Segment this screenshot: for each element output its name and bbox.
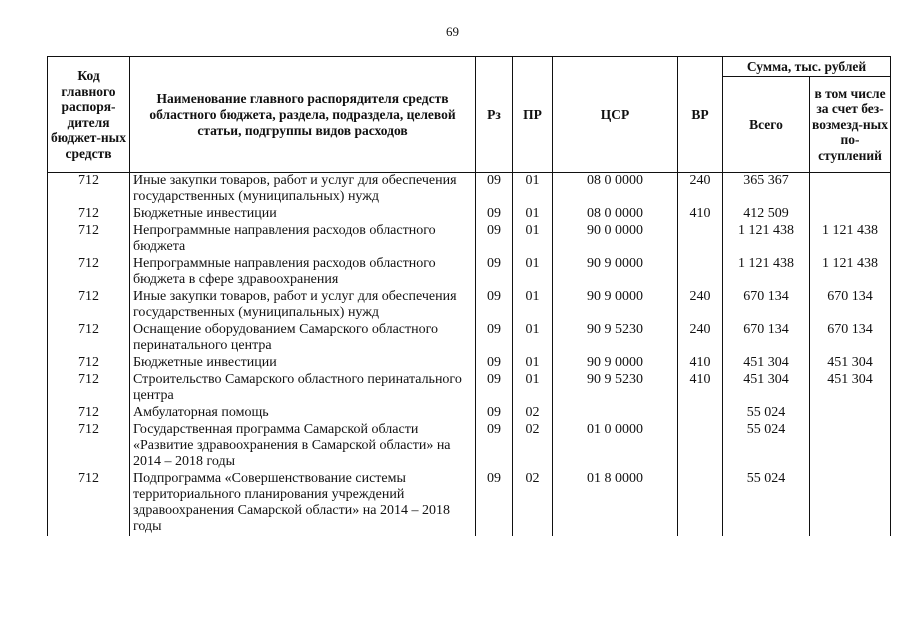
- cell-csr: [553, 405, 678, 422]
- table-row: [48, 322, 891, 355]
- table-row: [48, 173, 891, 207]
- cell-csr: 90 0 0000: [553, 223, 678, 256]
- cell-vsego: 55 024: [723, 471, 810, 536]
- cell-vsego: 412 509: [723, 206, 810, 223]
- cell-kod: 712: [48, 422, 130, 471]
- cell-csr: 90 9 0000: [553, 289, 678, 322]
- table-row: [48, 355, 891, 372]
- cell-vr: 410: [678, 355, 723, 372]
- cell-rz: 09: [476, 322, 513, 355]
- table-row: [48, 405, 891, 422]
- cell-rz: 09: [476, 355, 513, 372]
- cell-vsego: 1 121 438: [723, 223, 810, 256]
- cell-name: Подпрограмма «Совершенствование системы территориального планирования учреждений здравоохранения Самарской области» на 2014 – 2018 годы: [130, 471, 476, 536]
- cell-kod: 712: [48, 405, 130, 422]
- cell-vsego: 55 024: [723, 405, 810, 422]
- cell-kod: 712: [48, 256, 130, 289]
- table-row: [48, 372, 891, 405]
- cell-vsego: 670 134: [723, 322, 810, 355]
- cell-name: Оснащение оборудованием Самарского областного перинатального центра: [130, 322, 476, 355]
- cell-csr: 90 9 0000: [553, 256, 678, 289]
- cell-vsego: 451 304: [723, 355, 810, 372]
- cell-csr: 90 9 5230: [553, 372, 678, 405]
- table-row: [48, 289, 891, 322]
- cell-kod: 712: [48, 206, 130, 223]
- cell-vsego: 365 367: [723, 173, 810, 207]
- cell-pr: 01: [513, 173, 553, 207]
- cell-v-tom-chisle: 670 134: [810, 322, 891, 355]
- cell-pr: 01: [513, 289, 553, 322]
- cell-vsego: 55 024: [723, 422, 810, 471]
- cell-pr: 01: [513, 322, 553, 355]
- cell-vsego: 670 134: [723, 289, 810, 322]
- cell-name: Бюджетные инвестиции: [130, 355, 476, 372]
- cell-pr: 01: [513, 223, 553, 256]
- table-row: [48, 422, 891, 471]
- cell-name: Амбулаторная помощь: [130, 405, 476, 422]
- cell-name: Бюджетные инвестиции: [130, 206, 476, 223]
- cell-v-tom-chisle: 1 121 438: [810, 256, 891, 289]
- cell-kod: 712: [48, 355, 130, 372]
- cell-v-tom-chisle: [810, 422, 891, 471]
- header-vr: ВР: [678, 57, 723, 173]
- cell-pr: 01: [513, 355, 553, 372]
- cell-kod: 712: [48, 289, 130, 322]
- cell-csr: 08 0 0000: [553, 206, 678, 223]
- cell-v-tom-chisle: 451 304: [810, 355, 891, 372]
- cell-name: Государственная программа Самарской области «Развитие здравоохранения в Самарской области» на 2014 – 2018 годы: [130, 422, 476, 471]
- cell-name: Строительство Самарского областного перинатального центра: [130, 372, 476, 405]
- header-kod: Код главного распоря-дителя бюджет-ных средств: [48, 57, 130, 173]
- cell-kod: 712: [48, 471, 130, 536]
- cell-kod: 712: [48, 322, 130, 355]
- cell-vr: [678, 422, 723, 471]
- cell-rz: 09: [476, 422, 513, 471]
- cell-rz: 09: [476, 289, 513, 322]
- cell-vsego: 1 121 438: [723, 256, 810, 289]
- header-vsego: Всего: [723, 77, 810, 173]
- cell-rz: 09: [476, 372, 513, 405]
- cell-pr: 01: [513, 206, 553, 223]
- cell-vr: [678, 223, 723, 256]
- cell-v-tom-chisle: 1 121 438: [810, 223, 891, 256]
- cell-pr: 02: [513, 471, 553, 536]
- budget-table: [47, 56, 891, 536]
- cell-name: Непрограммные направления расходов областного бюджета: [130, 223, 476, 256]
- header-summa: Сумма, тыс. рублей: [723, 57, 891, 77]
- table-row: [48, 471, 891, 536]
- cell-v-tom-chisle: 670 134: [810, 289, 891, 322]
- cell-kod: 712: [48, 372, 130, 405]
- cell-kod: 712: [48, 173, 130, 207]
- page-number: 69: [446, 24, 459, 39]
- header-pr: ПР: [513, 57, 553, 173]
- cell-name: Непрограммные направления расходов областного бюджета в сфере здравоохранения: [130, 256, 476, 289]
- cell-pr: 02: [513, 422, 553, 471]
- cell-rz: 09: [476, 223, 513, 256]
- cell-vr: [678, 471, 723, 536]
- cell-v-tom-chisle: [810, 471, 891, 536]
- cell-csr: 01 0 0000: [553, 422, 678, 471]
- header-rz: Рз: [476, 57, 513, 173]
- cell-pr: 01: [513, 372, 553, 405]
- header-name: Наименование главного распорядителя средств областного бюджета, раздела, подраздела, целевой статьи, подгруппы видов расходов: [130, 57, 476, 173]
- cell-vr: 240: [678, 289, 723, 322]
- cell-kod: 712: [48, 223, 130, 256]
- table-body: [48, 173, 891, 537]
- cell-rz: 09: [476, 405, 513, 422]
- header-v-tom-chisle: в том числе за счет без-возмезд-ных по-ступлений: [810, 77, 891, 173]
- table-header: [48, 57, 891, 173]
- cell-vr: 240: [678, 322, 723, 355]
- cell-csr: 01 8 0000: [553, 471, 678, 536]
- cell-rz: 09: [476, 256, 513, 289]
- cell-name: Иные закупки товаров, работ и услуг для обеспечения государственных (муниципальных) нужд: [130, 289, 476, 322]
- cell-rz: 09: [476, 206, 513, 223]
- cell-vr: 410: [678, 372, 723, 405]
- cell-vr: [678, 405, 723, 422]
- cell-vr: 410: [678, 206, 723, 223]
- cell-pr: 01: [513, 256, 553, 289]
- cell-rz: 09: [476, 173, 513, 207]
- cell-v-tom-chisle: [810, 173, 891, 207]
- cell-v-tom-chisle: [810, 405, 891, 422]
- cell-csr: 08 0 0000: [553, 173, 678, 207]
- cell-v-tom-chisle: [810, 206, 891, 223]
- cell-csr: 90 9 0000: [553, 355, 678, 372]
- cell-csr: 90 9 5230: [553, 322, 678, 355]
- cell-v-tom-chisle: 451 304: [810, 372, 891, 405]
- cell-name: Иные закупки товаров, работ и услуг для обеспечения государственных (муниципальных) нужд: [130, 173, 476, 207]
- header-csr: ЦСР: [553, 57, 678, 173]
- cell-pr: 02: [513, 405, 553, 422]
- table-row: [48, 256, 891, 289]
- cell-vr: 240: [678, 173, 723, 207]
- table-row: [48, 223, 891, 256]
- cell-vsego: 451 304: [723, 372, 810, 405]
- cell-vr: [678, 256, 723, 289]
- table-row: [48, 206, 891, 223]
- cell-rz: 09: [476, 471, 513, 536]
